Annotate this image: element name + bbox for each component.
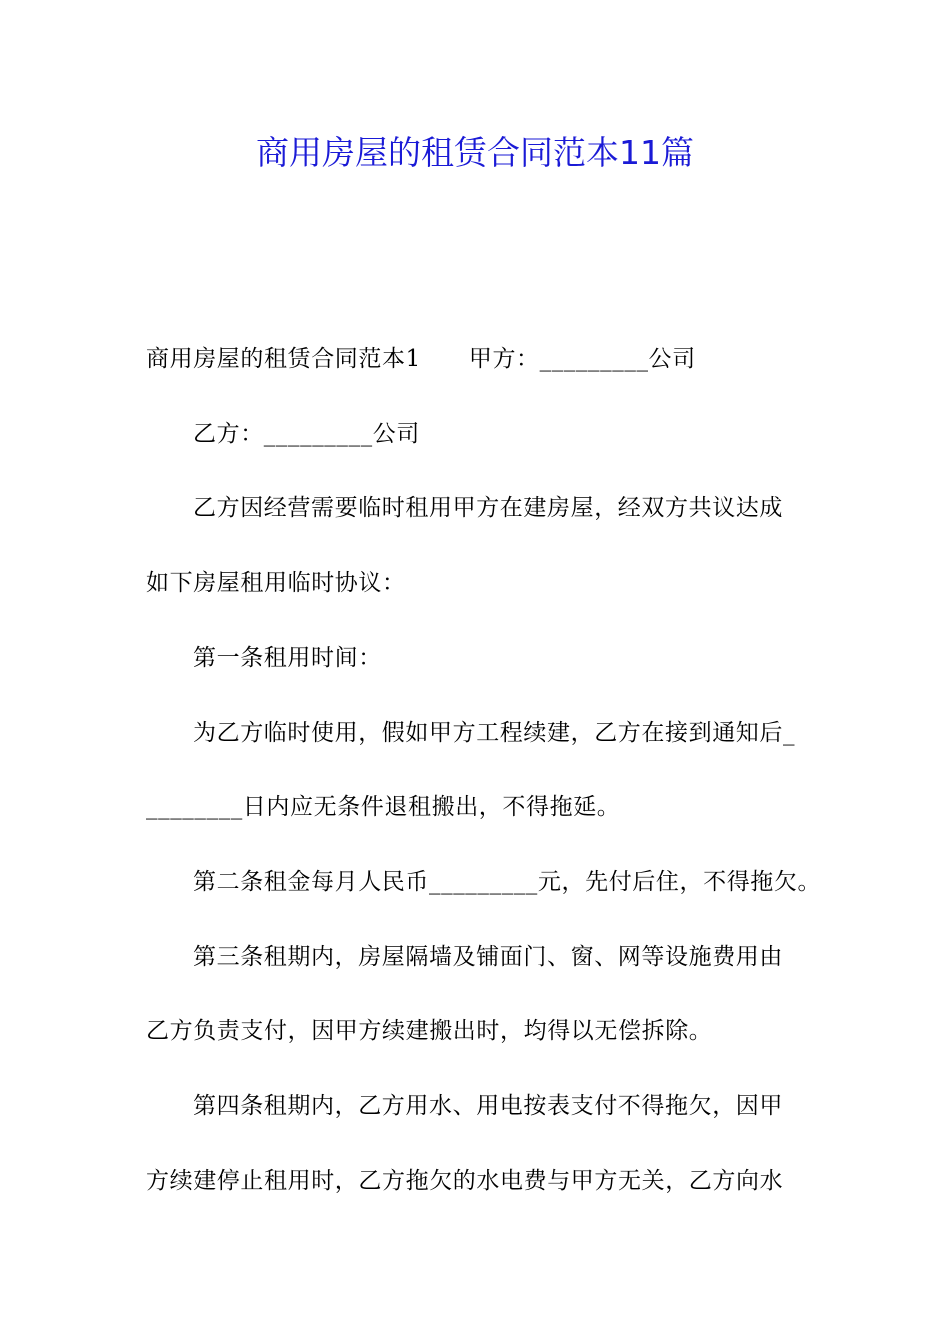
party-a-line: 甲方：_________公司 bbox=[468, 346, 696, 372]
clause-line: 第二条租金每月人民币_________元，先付后住，不得拖欠。 bbox=[193, 869, 822, 895]
paragraph-line: 方续建停止租用时，乙方拖欠的水电费与甲方无关，乙方向水 bbox=[146, 1168, 784, 1194]
clause-line: 第四条租期内，乙方用水、用电按表支付不得拖欠，因甲 bbox=[193, 1093, 783, 1119]
clause-line: 第三条租期内，房屋隔墙及铺面门、窗、网等设施费用由 bbox=[193, 944, 783, 970]
clause-heading: 第一条租用时间： bbox=[193, 645, 382, 671]
paragraph-line: 如下房屋租用临时协议： bbox=[146, 570, 406, 596]
paragraph-line: 乙方负责支付，因甲方续建搬出时，均得以无偿拆除。 bbox=[146, 1018, 713, 1044]
document-title: 商用房屋的租赁合同范本11篇 bbox=[256, 133, 694, 172]
sample-label: 商用房屋的租赁合同范本1 bbox=[146, 346, 421, 372]
paragraph-line: ________日内应无条件退租搬出，不得拖延。 bbox=[146, 794, 621, 820]
contract-heading-line bbox=[146, 342, 696, 376]
party-b-line: 乙方：_________公司 bbox=[193, 421, 420, 447]
paragraph-line: 乙方因经营需要临时租用甲方在建房屋，经双方共议达成 bbox=[193, 495, 783, 521]
paragraph-line: 为乙方临时使用，假如甲方工程续建，乙方在接到通知后_ bbox=[193, 720, 796, 746]
